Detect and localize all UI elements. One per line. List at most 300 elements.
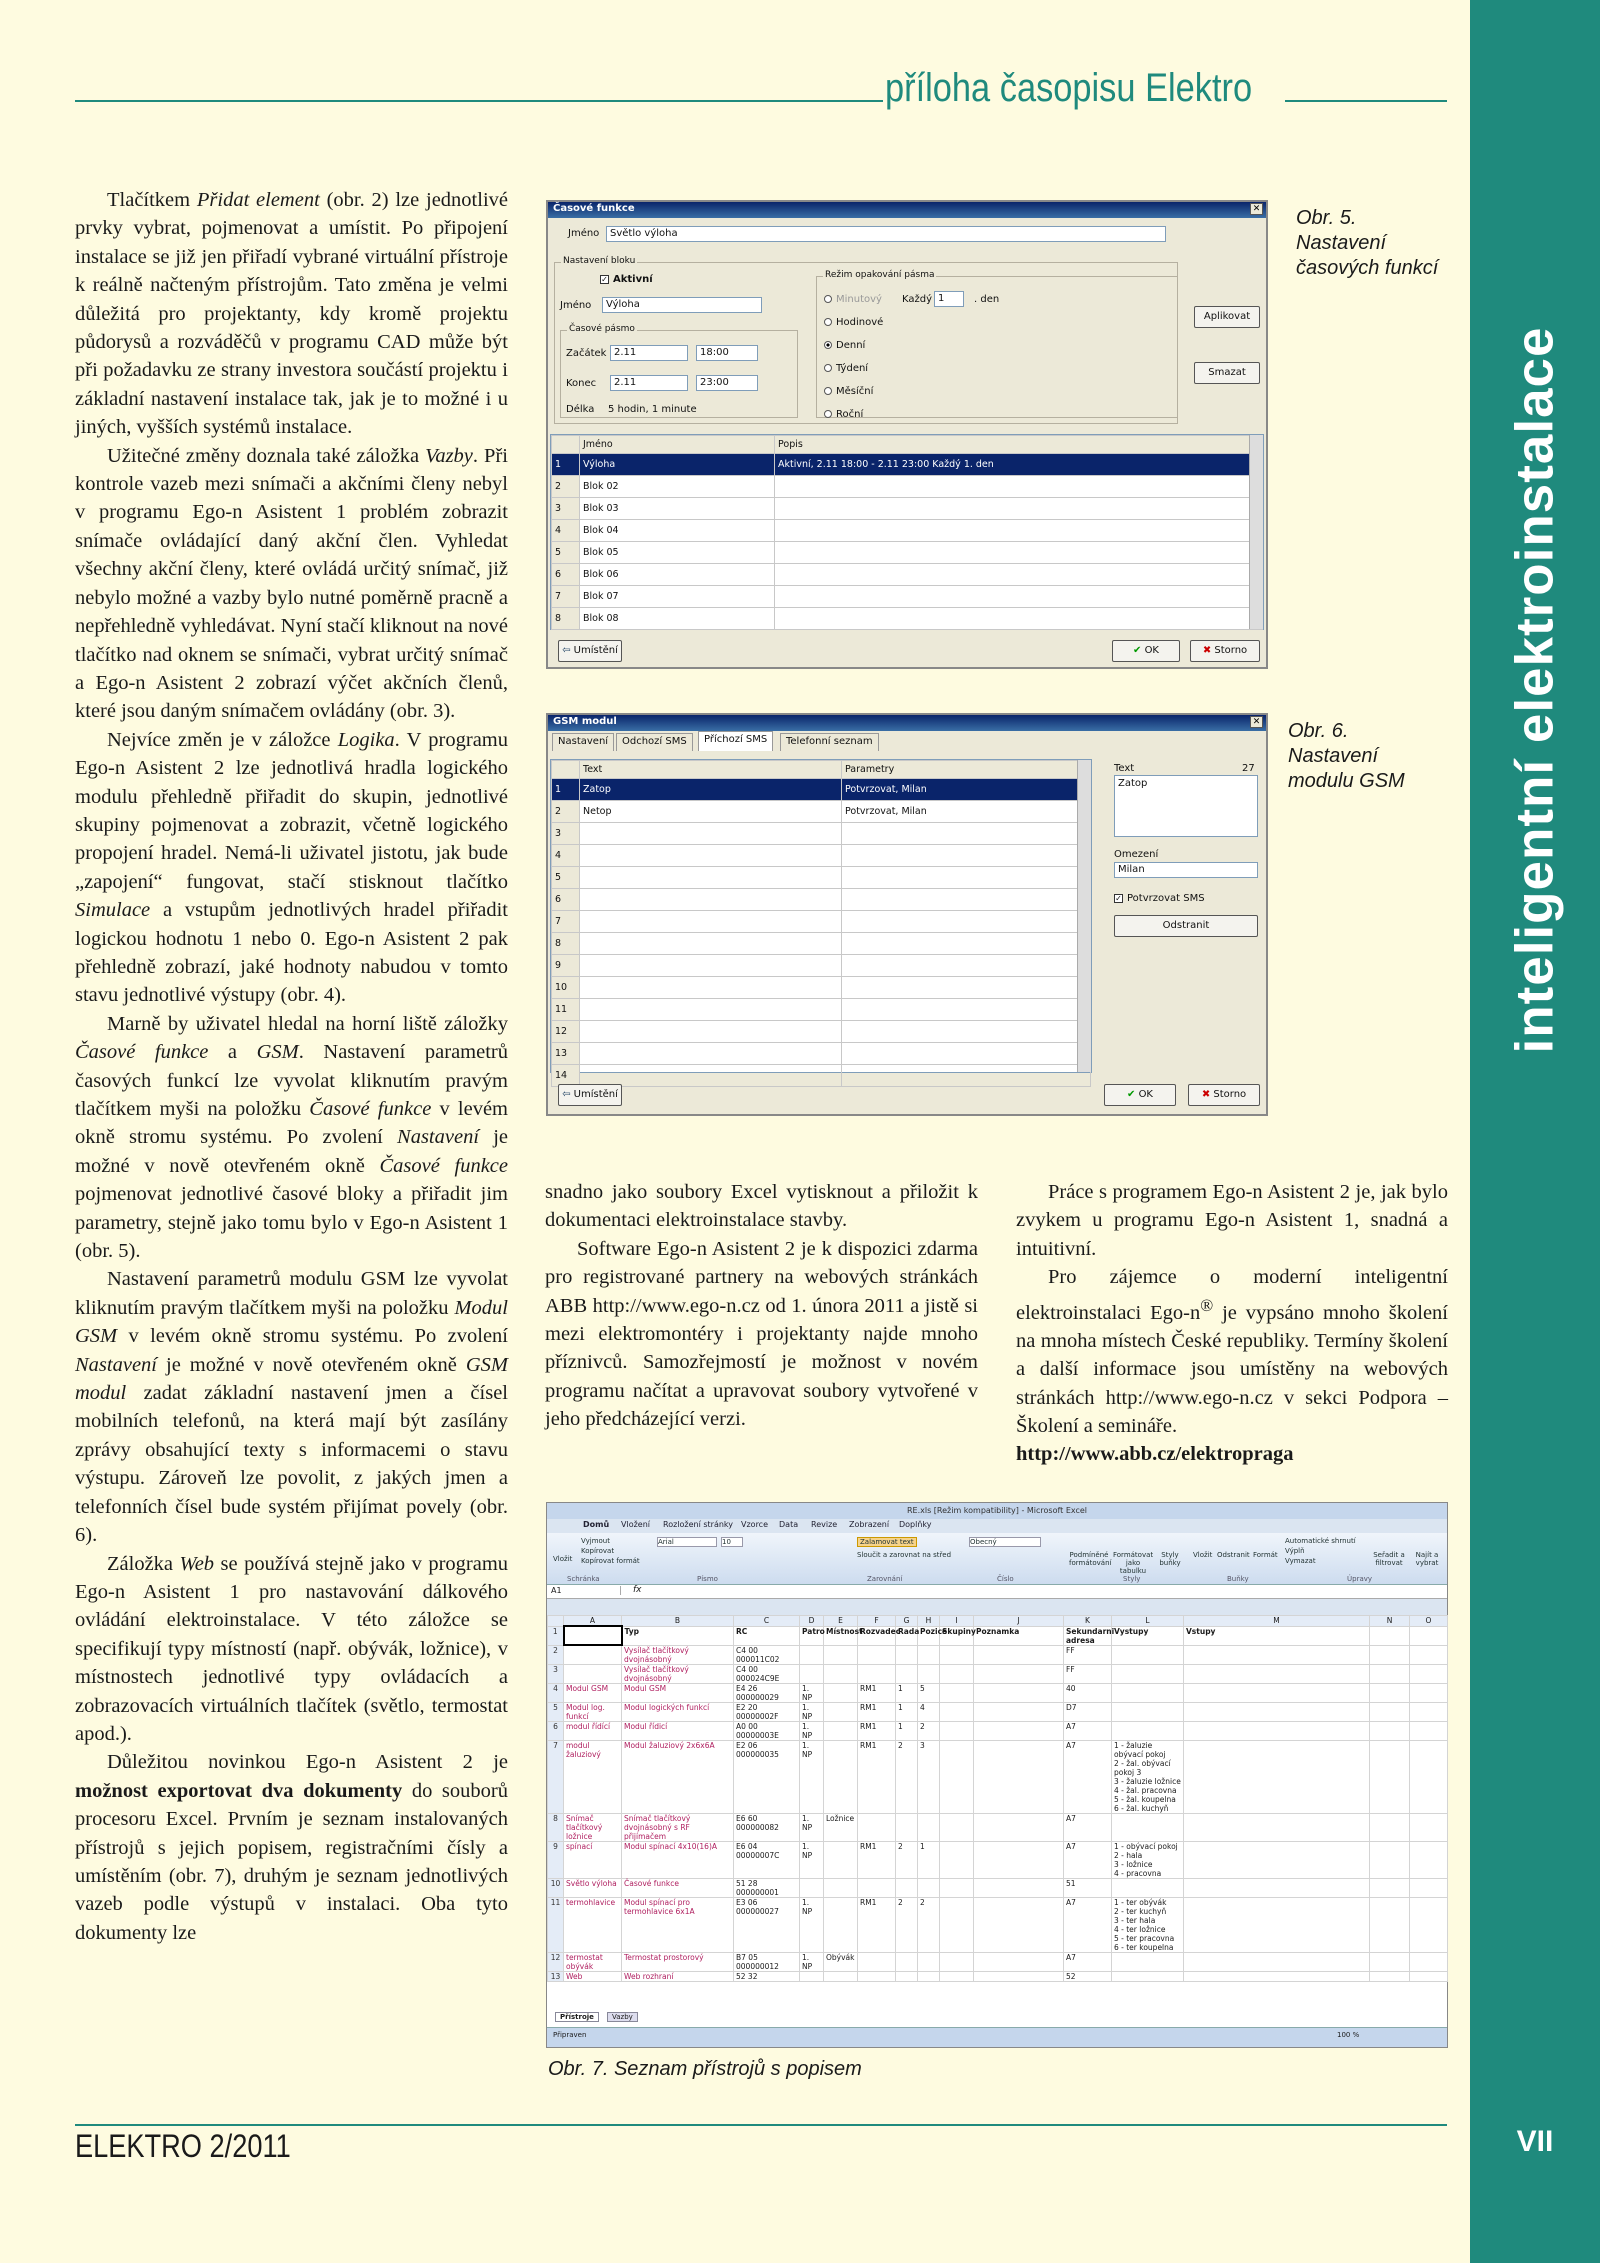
- sheet-cell[interactable]: [918, 1664, 940, 1683]
- sheet-cell[interactable]: E4 26 000000029: [734, 1683, 800, 1702]
- sheet-cell[interactable]: A7: [1064, 1841, 1112, 1878]
- table-row[interactable]: 11: [552, 999, 1091, 1021]
- scrollbar[interactable]: [1249, 435, 1263, 629]
- sheet-cell[interactable]: 2: [918, 1897, 940, 1952]
- radio-option[interactable]: Měsíční: [824, 380, 883, 403]
- delete-button[interactable]: Smazat: [1194, 362, 1260, 384]
- sheet-cell[interactable]: [918, 1645, 940, 1664]
- row-number[interactable]: 8: [548, 1813, 564, 1841]
- remove-button[interactable]: Odstranit: [1114, 915, 1258, 937]
- sheet-cell[interactable]: Modul GSM: [564, 1683, 622, 1702]
- radio-option[interactable]: Minutový: [824, 288, 883, 311]
- sheet-cell[interactable]: Modul spínací 4x10(16)A: [622, 1841, 734, 1878]
- sheet-cell[interactable]: [918, 1952, 940, 1971]
- column-header[interactable]: H: [918, 1616, 940, 1627]
- web-link[interactable]: http://www.abb.cz/elektropraga: [1016, 1443, 1294, 1466]
- sheet-cell[interactable]: [1370, 1702, 1410, 1721]
- sheet-cell[interactable]: [896, 1645, 918, 1664]
- format-painter-button[interactable]: Kopírovat formát: [581, 1557, 640, 1565]
- sheet-cell[interactable]: E2 06 000000035: [734, 1740, 800, 1813]
- merge-center-button[interactable]: Sloučit a zarovnat na střed: [857, 1551, 952, 1559]
- sheet-cell[interactable]: [974, 1740, 1064, 1813]
- sheet-tab-devices[interactable]: Přístroje: [555, 2012, 599, 2022]
- sheet-cell[interactable]: 2: [896, 1841, 918, 1878]
- table-row[interactable]: 7: [552, 911, 1091, 933]
- sheet-cell[interactable]: [940, 1683, 974, 1702]
- sheet-cell[interactable]: [1184, 1841, 1370, 1878]
- table-row[interactable]: 6 Blok 06: [552, 564, 1263, 586]
- cell-reference-box[interactable]: A1: [551, 1586, 621, 1595]
- sheet-cell[interactable]: Skupiny: [940, 1626, 974, 1645]
- ribbon-tab[interactable]: Doplňky: [899, 1520, 932, 1529]
- close-icon[interactable]: ✕: [1250, 716, 1263, 728]
- end-time-input[interactable]: 23:00: [696, 375, 758, 391]
- find-select-button[interactable]: Najít a vybrat: [1415, 1551, 1439, 1567]
- cut-button[interactable]: Vyjmout: [581, 1537, 610, 1545]
- close-icon[interactable]: ✕: [1250, 203, 1263, 215]
- sheet-cell[interactable]: Sekundarni adresa: [1064, 1626, 1112, 1645]
- table-row[interactable]: 3 Blok 03: [552, 498, 1263, 520]
- sheet-cell[interactable]: [974, 1878, 1064, 1897]
- sheet-cell[interactable]: [564, 1664, 622, 1683]
- sheet-cell[interactable]: 1: [918, 1841, 940, 1878]
- sheet-cell[interactable]: Světlo výloha: [564, 1878, 622, 1897]
- sheet-cell[interactable]: [974, 1971, 1064, 1981]
- sheet-cell[interactable]: E6 04 00000007C: [734, 1841, 800, 1878]
- sheet-cell[interactable]: [1410, 1897, 1448, 1952]
- ribbon-tab[interactable]: Revize: [811, 1520, 838, 1529]
- sheet-cell[interactable]: [940, 1813, 974, 1841]
- start-date-select[interactable]: 2.11: [610, 345, 688, 361]
- sheet-cell[interactable]: [918, 1813, 940, 1841]
- column-header[interactable]: D: [800, 1616, 824, 1627]
- sheet-cell[interactable]: [896, 1971, 918, 1981]
- sheet-cell[interactable]: 2: [896, 1740, 918, 1813]
- sheet-cell[interactable]: C4 00 000011C02: [734, 1645, 800, 1664]
- sheet-cell[interactable]: [940, 1971, 974, 1981]
- sheet-cell[interactable]: [824, 1740, 858, 1813]
- row-number[interactable]: 4: [548, 1683, 564, 1702]
- sheet-cell[interactable]: RM1: [858, 1702, 896, 1721]
- sheet-cell[interactable]: 1. NP: [800, 1721, 824, 1740]
- sheet-cell[interactable]: 1: [896, 1721, 918, 1740]
- sheet-cell[interactable]: [858, 1878, 896, 1897]
- autosum-button[interactable]: Automatické shrnutí: [1285, 1537, 1356, 1545]
- sheet-cell[interactable]: RM1: [858, 1841, 896, 1878]
- sheet-cell[interactable]: [800, 1971, 824, 1981]
- sheet-cell[interactable]: [940, 1841, 974, 1878]
- sheet-cell[interactable]: [824, 1721, 858, 1740]
- sheet-cell[interactable]: [1370, 1897, 1410, 1952]
- sheet-cell[interactable]: Modul řídicí: [622, 1721, 734, 1740]
- table-row[interactable]: 1 Výloha Aktivní, 2.11 18:00 - 2.11 23:00 Každý 1. den: [552, 454, 1263, 476]
- sheet-cell[interactable]: [940, 1952, 974, 1971]
- sheet-cell[interactable]: [1184, 1721, 1370, 1740]
- apply-button[interactable]: Aplikovat: [1194, 306, 1260, 328]
- paste-button[interactable]: Vložit: [553, 1555, 573, 1563]
- row-number[interactable]: 9: [548, 1841, 564, 1878]
- sheet-cell[interactable]: 52: [1064, 1971, 1112, 1981]
- tab-settings[interactable]: Nastavení: [552, 733, 614, 751]
- table-row[interactable]: 2 Blok 02: [552, 476, 1263, 498]
- sheet-cell[interactable]: [974, 1841, 1064, 1878]
- location-button[interactable]: ⇦ Umístění: [558, 1084, 622, 1106]
- sheet-cell[interactable]: 5: [918, 1683, 940, 1702]
- table-row[interactable]: 14: [552, 1065, 1091, 1087]
- sheet-cell[interactable]: [974, 1813, 1064, 1841]
- row-number[interactable]: 10: [548, 1878, 564, 1897]
- sheet-cell[interactable]: [1410, 1952, 1448, 1971]
- column-header[interactable]: F: [858, 1616, 896, 1627]
- sheet-cell[interactable]: 2: [896, 1897, 918, 1952]
- tab-incoming-sms[interactable]: Příchozí SMS: [698, 731, 773, 751]
- sheet-cell[interactable]: 1. NP: [800, 1813, 824, 1841]
- column-header[interactable]: E: [824, 1616, 858, 1627]
- sheet-cell[interactable]: [824, 1683, 858, 1702]
- sheet-cell[interactable]: Snímač tlačítkový dvojnásobný s RF přijímačem: [622, 1813, 734, 1841]
- sheet-cell[interactable]: Vysílač tlačítkový dvojnásobný: [622, 1664, 734, 1683]
- sheet-cell[interactable]: FF: [1064, 1664, 1112, 1683]
- radio-option[interactable]: Roční: [824, 403, 883, 426]
- sheet-cell[interactable]: [918, 1878, 940, 1897]
- sheet-cell[interactable]: [1410, 1878, 1448, 1897]
- sheet-cell[interactable]: Modul žaluziový 2x6x6A: [622, 1740, 734, 1813]
- sheet-cell[interactable]: [974, 1683, 1064, 1702]
- sheet-cell[interactable]: Místnost: [824, 1626, 858, 1645]
- sheet-cell[interactable]: [800, 1645, 824, 1664]
- active-checkbox[interactable]: ✓ Aktivní: [601, 274, 653, 285]
- sheet-cell[interactable]: 1. NP: [800, 1841, 824, 1878]
- sheet-cell[interactable]: [1370, 1841, 1410, 1878]
- sheet-cell[interactable]: [974, 1702, 1064, 1721]
- clear-button[interactable]: Vymazat: [1285, 1557, 1316, 1565]
- sheet-cell[interactable]: A7: [1064, 1740, 1112, 1813]
- table-row[interactable]: 5: [552, 867, 1091, 889]
- location-button[interactable]: ⇦ Umístění: [558, 640, 622, 662]
- sheet-cell[interactable]: [1184, 1683, 1370, 1702]
- sheet-cell[interactable]: Web rozhraní: [622, 1971, 734, 1981]
- table-row[interactable]: 8 Blok 08: [552, 608, 1263, 630]
- radio-option[interactable]: Týdení: [824, 357, 883, 380]
- sheet-cell[interactable]: Termostat prostorový: [622, 1952, 734, 1971]
- every-input[interactable]: 1: [934, 291, 964, 307]
- sheet-cell[interactable]: Modul GSM: [622, 1683, 734, 1702]
- sheet-cell[interactable]: [1112, 1645, 1184, 1664]
- sheet-cell[interactable]: [858, 1645, 896, 1664]
- table-row[interactable]: 9: [552, 955, 1091, 977]
- sheet-cell[interactable]: [1184, 1702, 1370, 1721]
- sheet-cell[interactable]: [858, 1952, 896, 1971]
- sheet-cell[interactable]: 2: [918, 1721, 940, 1740]
- row-number[interactable]: 2: [548, 1645, 564, 1664]
- column-header[interactable]: L: [1112, 1616, 1184, 1627]
- sheet-cell[interactable]: [896, 1813, 918, 1841]
- ribbon-tab[interactable]: Zobrazení: [849, 1520, 890, 1529]
- sheet-cell[interactable]: Ložnice: [824, 1813, 858, 1841]
- sheet-cell[interactable]: [940, 1897, 974, 1952]
- sheet-cell[interactable]: Modul logických funkcí: [622, 1702, 734, 1721]
- sheet-cell[interactable]: Modul log. funkcí: [564, 1702, 622, 1721]
- sheet-cell[interactable]: [974, 1721, 1064, 1740]
- sheet-cell[interactable]: [1112, 1878, 1184, 1897]
- sheet-cell[interactable]: Patro: [800, 1626, 824, 1645]
- sheet-cell[interactable]: [1184, 1878, 1370, 1897]
- sheet-cell[interactable]: Snímač tlačítkový ložnice: [564, 1813, 622, 1841]
- sheet-cell[interactable]: [1112, 1702, 1184, 1721]
- sheet-cell[interactable]: 1. NP: [800, 1740, 824, 1813]
- sheet-cell[interactable]: [824, 1971, 858, 1981]
- sheet-cell[interactable]: [940, 1740, 974, 1813]
- sheet-cell[interactable]: 1 - žaluzie obývací pokoj 2 - žal. obývací pokoj 3 3 - žaluzie ložnice 4 - žal. pracovna 5 - žal. koupelna 6 - žal. kuchyň: [1112, 1740, 1184, 1813]
- restrict-select[interactable]: Milan: [1114, 862, 1258, 878]
- sheet-cell[interactable]: Rozvadec: [858, 1626, 896, 1645]
- sheet-cell[interactable]: termohlavice: [564, 1897, 622, 1952]
- sheet-cell[interactable]: [1410, 1813, 1448, 1841]
- sheet-cell[interactable]: 4: [918, 1702, 940, 1721]
- sheet-cell[interactable]: [1370, 1740, 1410, 1813]
- sheet-cell[interactable]: [564, 1645, 622, 1664]
- sheet-cell[interactable]: Vystupy: [1112, 1626, 1184, 1645]
- sheet-cell[interactable]: RM1: [858, 1683, 896, 1702]
- column-header[interactable]: M: [1184, 1616, 1370, 1627]
- sheet-cell[interactable]: [1370, 1878, 1410, 1897]
- sheet-cell[interactable]: A7: [1064, 1897, 1112, 1952]
- tab-outgoing-sms[interactable]: Odchozí SMS: [616, 733, 693, 751]
- column-header[interactable]: G: [896, 1616, 918, 1627]
- name-input[interactable]: Světlo výloha: [606, 226, 1166, 242]
- scrollbar[interactable]: [1077, 760, 1091, 1072]
- font-select[interactable]: Arial: [657, 1537, 717, 1547]
- sheet-cell[interactable]: 1. NP: [800, 1897, 824, 1952]
- row-number[interactable]: 11: [548, 1897, 564, 1952]
- sheet-cell[interactable]: Vysílač tlačítkový dvojnásobný: [622, 1645, 734, 1664]
- sheet-cell[interactable]: [824, 1645, 858, 1664]
- wrap-text-button[interactable]: Zalamovat text: [857, 1537, 917, 1547]
- sheet-cell[interactable]: E3 06 000000027: [734, 1897, 800, 1952]
- sheet-cell[interactable]: [1370, 1683, 1410, 1702]
- row-number[interactable]: 3: [548, 1664, 564, 1683]
- sheet-cell[interactable]: [1370, 1645, 1410, 1664]
- table-row[interactable]: 2 Netop Potvrzovat, Milan: [552, 801, 1091, 823]
- sheet-cell[interactable]: A0 00 00000003E: [734, 1721, 800, 1740]
- sheet-cell[interactable]: Typ: [622, 1626, 734, 1645]
- sheet-cell[interactable]: 1. NP: [800, 1702, 824, 1721]
- sheet-cell[interactable]: [940, 1664, 974, 1683]
- sheet-cell[interactable]: [1184, 1664, 1370, 1683]
- sheet-cell[interactable]: B7 05 000000012: [734, 1952, 800, 1971]
- row-number[interactable]: 6: [548, 1721, 564, 1740]
- sheet-cell[interactable]: [1410, 1740, 1448, 1813]
- sheet-cell[interactable]: modul žaluziový: [564, 1740, 622, 1813]
- sheet-cell[interactable]: [940, 1702, 974, 1721]
- sheet-cell[interactable]: [1370, 1664, 1410, 1683]
- sheet-cell[interactable]: 51: [1064, 1878, 1112, 1897]
- sheet-cell[interactable]: [940, 1645, 974, 1664]
- sheet-cell[interactable]: Pozice: [918, 1626, 940, 1645]
- table-row[interactable]: 12: [552, 1021, 1091, 1043]
- sheet-cell[interactable]: termostat obývák: [564, 1952, 622, 1971]
- sheet-cell[interactable]: 1. NP: [800, 1683, 824, 1702]
- sheet-cell[interactable]: C4 00 000024C9E: [734, 1664, 800, 1683]
- sheet-cell[interactable]: spínací: [564, 1841, 622, 1878]
- sheet-cell[interactable]: [1370, 1971, 1410, 1981]
- sheet-cell[interactable]: [1410, 1721, 1448, 1740]
- column-header[interactable]: B: [622, 1616, 734, 1627]
- ribbon-tab[interactable]: Data: [779, 1520, 799, 1529]
- sheet-cell[interactable]: 52 32: [734, 1971, 800, 1981]
- sheet-cell[interactable]: RM1: [858, 1897, 896, 1952]
- sheet-cell[interactable]: [1112, 1952, 1184, 1971]
- sheet-cell[interactable]: [1370, 1721, 1410, 1740]
- table-row[interactable]: 4 Blok 04: [552, 520, 1263, 542]
- row-number[interactable]: 7: [548, 1740, 564, 1813]
- sheet-cell[interactable]: FF: [1064, 1645, 1112, 1664]
- sheet-cell[interactable]: Časové funkce: [622, 1878, 734, 1897]
- sheet-cell[interactable]: [858, 1813, 896, 1841]
- sheet-cell[interactable]: 51 28 000000001: [734, 1878, 800, 1897]
- sheet-cell[interactable]: 3: [918, 1740, 940, 1813]
- sheet-cell[interactable]: [1410, 1626, 1448, 1645]
- column-header[interactable]: O: [1410, 1616, 1448, 1627]
- sheet-cell[interactable]: A7: [1064, 1813, 1112, 1841]
- sheet-cell[interactable]: [1184, 1813, 1370, 1841]
- sheet-cell[interactable]: Vstupy: [1184, 1626, 1370, 1645]
- sheet-cell[interactable]: [1184, 1971, 1370, 1981]
- sheet-cell[interactable]: 40: [1064, 1683, 1112, 1702]
- sheet-cell[interactable]: [1370, 1813, 1410, 1841]
- sheet-cell[interactable]: [1410, 1702, 1448, 1721]
- sheet-cell[interactable]: Poznamka: [974, 1626, 1064, 1645]
- column-header[interactable]: K: [1064, 1616, 1112, 1627]
- sheet-cell[interactable]: [1112, 1813, 1184, 1841]
- table-row[interactable]: 13: [552, 1043, 1091, 1065]
- sms-text-area[interactable]: Zatop: [1114, 775, 1258, 837]
- column-header[interactable]: [548, 1616, 564, 1627]
- ok-button[interactable]: ✔ OK: [1112, 640, 1180, 662]
- copy-button[interactable]: Kopírovat: [581, 1547, 615, 1555]
- cancel-button[interactable]: ✖ Storno: [1188, 1084, 1260, 1106]
- sheet-cell[interactable]: 1 - ter obývák 2 - ter kuchyň 3 - ter hala 4 - ter ložnice 5 - ter pracovna 6 - ter koupelna: [1112, 1897, 1184, 1952]
- column-header[interactable]: I: [940, 1616, 974, 1627]
- sheet-cell[interactable]: Rada: [896, 1626, 918, 1645]
- table-row[interactable]: 8: [552, 933, 1091, 955]
- table-row[interactable]: 10: [552, 977, 1091, 999]
- sheet-cell[interactable]: [1112, 1721, 1184, 1740]
- table-row[interactable]: 3: [552, 823, 1091, 845]
- sheet-cell[interactable]: modul řídící: [564, 1721, 622, 1740]
- sheet-cell[interactable]: [940, 1721, 974, 1740]
- sheet-cell[interactable]: [564, 1626, 622, 1645]
- sheet-cell[interactable]: RM1: [858, 1740, 896, 1813]
- sheet-cell[interactable]: [824, 1878, 858, 1897]
- sheet-cell[interactable]: [1184, 1952, 1370, 1971]
- font-size-select[interactable]: 10: [721, 1537, 743, 1547]
- sheet-cell[interactable]: RC: [734, 1626, 800, 1645]
- fill-button[interactable]: Výplň: [1285, 1547, 1305, 1555]
- sheet-cell[interactable]: [858, 1664, 896, 1683]
- sheet-cell[interactable]: [1410, 1645, 1448, 1664]
- sheet-cell[interactable]: Modul spínací pro termohlavice 6x1A: [622, 1897, 734, 1952]
- sheet-cell[interactable]: [896, 1878, 918, 1897]
- cancel-button[interactable]: ✖ Storno: [1190, 640, 1260, 662]
- sheet-cell[interactable]: [974, 1897, 1064, 1952]
- sheet-cell[interactable]: D7: [1064, 1702, 1112, 1721]
- column-header[interactable]: J: [974, 1616, 1064, 1627]
- sheet-cell[interactable]: [1410, 1683, 1448, 1702]
- radio-option[interactable]: Hodinové: [824, 311, 883, 334]
- sheet-cell[interactable]: E6 60 000000082: [734, 1813, 800, 1841]
- sheet-cell[interactable]: A7: [1064, 1721, 1112, 1740]
- sheet-cell[interactable]: [1410, 1971, 1448, 1981]
- table-row[interactable]: 1 Zatop Potvrzovat, Milan: [552, 779, 1091, 801]
- ribbon-tab[interactable]: Vložení: [621, 1520, 651, 1529]
- column-header[interactable]: C: [734, 1616, 800, 1627]
- number-format-select[interactable]: Obecný: [969, 1537, 1041, 1547]
- sheet-cell[interactable]: [974, 1664, 1064, 1683]
- tab-phonebook[interactable]: Telefonní seznam: [780, 733, 879, 751]
- column-header[interactable]: A: [564, 1616, 622, 1627]
- sheet-cell[interactable]: [1184, 1645, 1370, 1664]
- sheet-cell[interactable]: [896, 1952, 918, 1971]
- sheet-tab-links[interactable]: Vazby: [607, 2012, 638, 2022]
- sheet-cell[interactable]: [858, 1971, 896, 1981]
- block-name-input[interactable]: Výloha: [602, 297, 762, 313]
- sheet-cell[interactable]: [1410, 1841, 1448, 1878]
- ribbon-tab[interactable]: Vzorce: [741, 1520, 768, 1529]
- sheet-cell[interactable]: [1184, 1897, 1370, 1952]
- conditional-format-button[interactable]: Podmíněné formátování: [1069, 1551, 1112, 1567]
- sheet-cell[interactable]: [824, 1702, 858, 1721]
- sheet-cell[interactable]: [896, 1664, 918, 1683]
- radio-option[interactable]: Denní: [824, 334, 883, 357]
- sheet-cell[interactable]: [1112, 1971, 1184, 1981]
- sheet-cell[interactable]: [824, 1664, 858, 1683]
- sheet-cell[interactable]: [1370, 1952, 1410, 1971]
- format-table-button[interactable]: Formátovat jako tabulku: [1113, 1551, 1154, 1575]
- sheet-cell[interactable]: [918, 1971, 940, 1981]
- sheet-cell[interactable]: [824, 1841, 858, 1878]
- sheet-cell[interactable]: [800, 1878, 824, 1897]
- sheet-cell[interactable]: [1112, 1664, 1184, 1683]
- row-number[interactable]: 13: [548, 1971, 564, 1981]
- column-header[interactable]: N: [1370, 1616, 1410, 1627]
- sheet-cell[interactable]: [974, 1645, 1064, 1664]
- sheet-cell[interactable]: 1 - obývací pokoj 2 - hala 3 - ložnice 4 - pracovna: [1112, 1841, 1184, 1878]
- table-row[interactable]: 4: [552, 845, 1091, 867]
- sheet-cell[interactable]: [824, 1897, 858, 1952]
- row-number[interactable]: 5: [548, 1702, 564, 1721]
- sheet-cell[interactable]: [800, 1664, 824, 1683]
- sheet-cell[interactable]: [1410, 1664, 1448, 1683]
- delete-cells-button[interactable]: Odstranit: [1217, 1551, 1250, 1559]
- sheet-cell[interactable]: RM1: [858, 1721, 896, 1740]
- cell-styles-button[interactable]: Styly buňky: [1159, 1551, 1181, 1567]
- table-row[interactable]: 7 Blok 07: [552, 586, 1263, 608]
- table-row[interactable]: 5 Blok 05: [552, 542, 1263, 564]
- start-time-input[interactable]: 18:00: [696, 345, 758, 361]
- ok-button[interactable]: ✔ OK: [1104, 1084, 1176, 1106]
- format-cells-button[interactable]: Formát: [1253, 1551, 1278, 1559]
- sheet-cell[interactable]: [974, 1952, 1064, 1971]
- sheet-cell[interactable]: Web: [564, 1971, 622, 1981]
- ribbon-tab[interactable]: Rozložení stránky: [663, 1520, 734, 1529]
- confirm-sms-checkbox[interactable]: ✓ Potvrzovat SMS: [1115, 893, 1205, 904]
- sheet-cell[interactable]: [1370, 1626, 1410, 1645]
- end-date-select[interactable]: 2.11: [610, 375, 688, 391]
- sheet-cell[interactable]: A7: [1064, 1952, 1112, 1971]
- sheet-cell[interactable]: Obývák: [824, 1952, 858, 1971]
- sheet-cell[interactable]: [1184, 1740, 1370, 1813]
